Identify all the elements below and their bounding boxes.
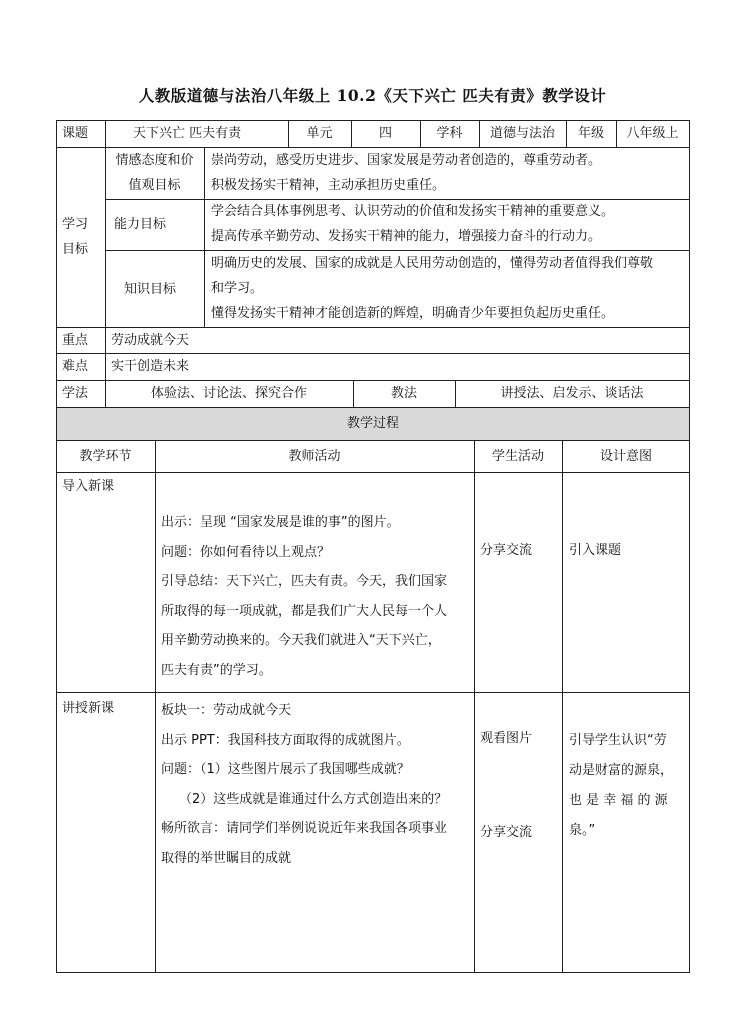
key-point-label: 重点: [62, 333, 89, 348]
course-value: 天下兴亡 匹夫有责: [133, 126, 242, 141]
stage-new-lesson: 讲授新课: [62, 701, 115, 716]
unit-label: 单元: [306, 126, 333, 141]
student-activity-intro: 分享交流: [480, 543, 533, 558]
grade-value: 八年级上: [626, 126, 679, 141]
key-point-value: 劳动成就今天: [111, 333, 190, 348]
difficult-point-value: 实干创造未来: [111, 359, 190, 374]
learning-method-label: 学法: [62, 386, 89, 401]
ability-objective-label: 能力目标: [113, 217, 166, 232]
column-header-teacher: 教师活动: [288, 449, 341, 464]
stage-intro: 导入新课: [62, 479, 115, 494]
column-header-student: 学生活动: [491, 449, 544, 464]
page-title: 人教版道德与法治八年级上 10.2《天下兴亡 匹夫有责》教学设计: [138, 86, 607, 105]
teaching-method-label: 教法: [390, 386, 417, 401]
column-header-stage: 教学环节: [79, 449, 132, 464]
difficult-point-label: 难点: [62, 359, 89, 374]
subject-label: 学科: [436, 126, 463, 141]
unit-value: 四: [378, 126, 392, 141]
student-activity-view-images: 观看图片: [480, 731, 533, 746]
student-activity-share: 分享交流: [480, 825, 533, 840]
design-intent-intro: 引入课题: [569, 543, 622, 558]
column-header-intent: 设计意图: [599, 449, 652, 464]
process-banner: 教学过程: [346, 416, 399, 431]
subject-value: 道德与法治: [489, 126, 555, 141]
course-label: 课题: [62, 126, 89, 141]
objectives-label: 学习 目标: [62, 217, 89, 257]
design-intent-new-lesson: 引导学生认识“劳 动是财富的源泉， 也 是 幸 福 的 源 泉。”: [569, 733, 674, 838]
ability-objective-content: 学会结合具体事例思考、认识劳动的价值和发扬实干精神的重要意义。 提高传承辛勤劳动、发扬实干精神的能力，增强接力奋斗的行动力。: [211, 204, 615, 244]
learning-method-value: 体验法、讨论法、探究合作: [150, 386, 307, 401]
emotion-objective-content: 崇尚劳动，感受历史进步、国家发展是劳动者创造的，尊重劳动者。 积极发扬实干精神，主动承担历史重任。: [211, 153, 602, 193]
knowledge-objective-content: 明确历史的发展、国家的成就是人民用劳动创造的，懂得劳动者值得我们尊敬 和学习。 懂得发扬实干精神才能创造新的辉煌，明确青少年要担负起历史重任。: [211, 256, 654, 321]
teacher-activity-intro: 出示：呈现 “国家发展是谁的事”的图片。 问题：你如何看待以上观点？ 引导总结：天下兴亡，匹夫有责。今天，我们国家 所取得的每一项成就，都是我们广大人民每一个人 用辛勤劳动换来的。今天我们就进入“天下兴亡， 匹夫有责”的学习。: [161, 515, 448, 678]
teacher-activity-new-lesson: 板块一：劳动成就今天 出示 PPT：我国科技方面取得的成就图片。 问题：（1）这些图片展示了我国哪些成就？ （2）这些成就是谁通过什么方式创造出来的？ 畅所欲言：请同学们举例说说近年来我国各项事业 取得的举世瞩目的成就: [161, 703, 448, 866]
grade-label: 年级: [577, 126, 604, 141]
knowledge-objective-label: 知识目标: [124, 282, 177, 297]
emotion-objective-label: 情感态度和价 值观目标: [115, 153, 194, 193]
teaching-method-value: 讲授法、启发示、谈话法: [500, 386, 644, 401]
